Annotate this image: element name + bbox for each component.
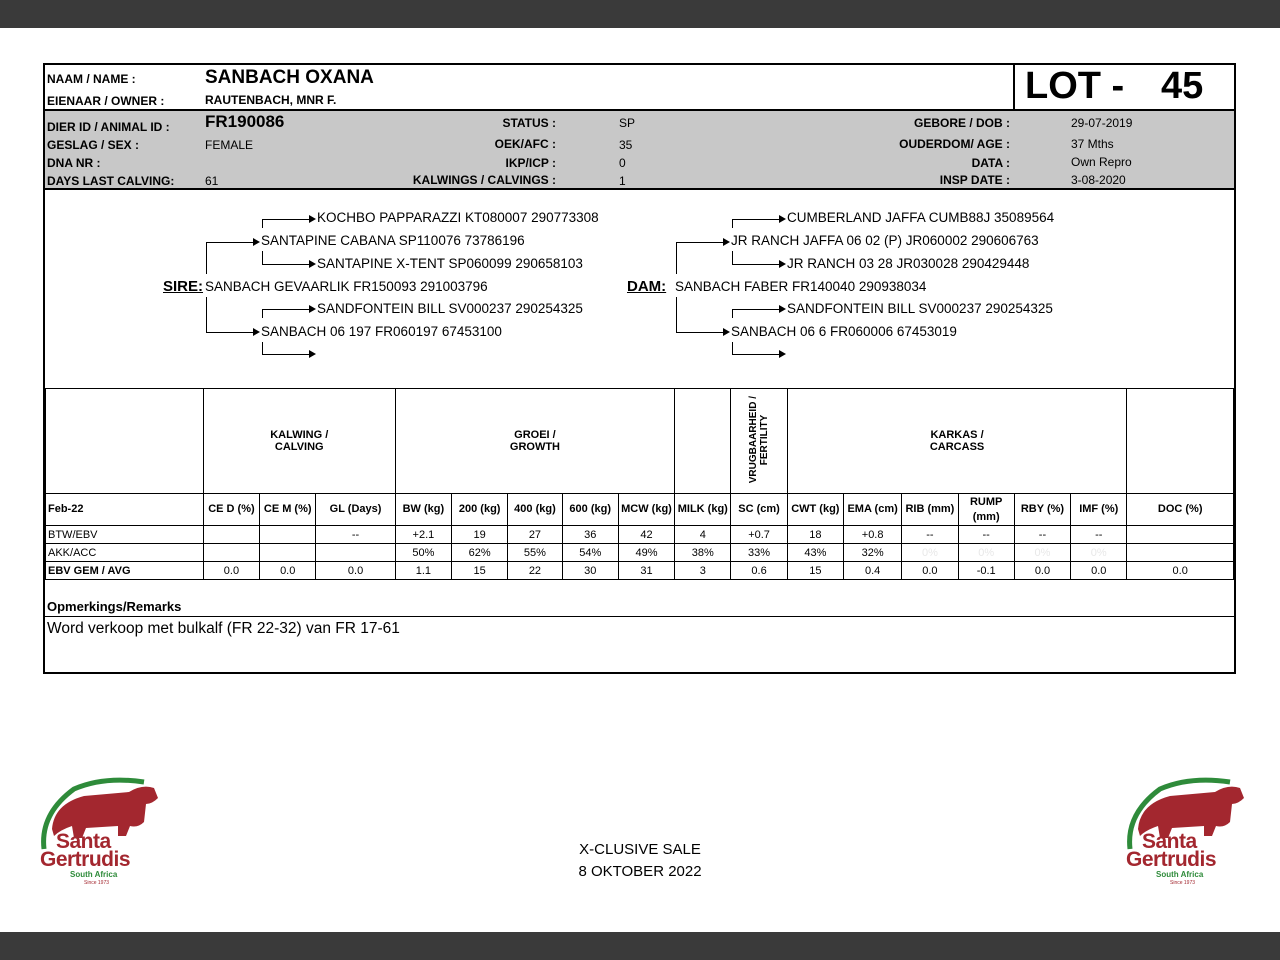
status-value: SP	[619, 116, 636, 130]
arrow-icon	[253, 238, 260, 246]
ebv-group-row	[46, 389, 1234, 494]
remarks-text: Word verkoop met bulkalf (FR 22-32) van FR 17-61	[47, 620, 400, 637]
afc-label: OEK/AFC :	[494, 137, 556, 151]
dam-sire-dam-name: JR RANCH 03 28 JR030028 290429448	[787, 256, 1030, 271]
col-header: GL (Days)	[316, 494, 395, 526]
connector	[262, 219, 263, 228]
logo-text: South Africa	[1156, 870, 1204, 879]
logo-text: Santa	[1142, 830, 1197, 853]
data-label: DATA :	[971, 156, 1010, 170]
acc-row	[46, 544, 1234, 562]
avg-row	[46, 562, 1234, 580]
col-header: RIB (mm)	[902, 494, 958, 526]
connector	[676, 332, 724, 333]
col-header: SC (cm)	[731, 494, 787, 526]
sire-dam-sire-name: SANDFONTEIN BILL SV000237 290254325	[317, 301, 583, 316]
ebv-cell	[203, 544, 259, 562]
sire-sire-dam-name: SANTAPINE X-TENT SP060099 290658103	[317, 256, 583, 271]
ebv-cell: 0%	[1071, 544, 1127, 562]
col-header: CE D (%)	[203, 494, 259, 526]
sex-value: FEMALE	[205, 138, 254, 152]
arrow-icon	[723, 238, 730, 246]
arrow-icon	[779, 350, 786, 358]
ebv-cell: 43%	[787, 544, 843, 562]
sale-name: X-CLUSIVE SALE	[579, 841, 701, 858]
animal-id: FR190086	[205, 112, 285, 131]
ebv-cell: 32%	[843, 544, 901, 562]
insp-date-label: INSP DATE :	[939, 173, 1010, 187]
calvings-label: KALWINGS / CALVINGS :	[412, 173, 556, 187]
sire-sire-name: SANTAPINE CABANA SP110076 73786196	[261, 233, 525, 248]
arrow-icon	[309, 215, 316, 223]
ebv-cell: 1.1	[395, 562, 451, 580]
ebv-row	[46, 526, 1234, 544]
ebv-cell: +2.1	[395, 526, 451, 544]
connector	[676, 242, 724, 243]
status-label: STATUS :	[502, 116, 556, 130]
sire-sire-sire-name: KOCHBO PAPPARAZZI KT080007 290773308	[317, 210, 599, 225]
arrow-icon	[309, 305, 316, 313]
details-band	[45, 111, 1234, 190]
arrow-icon	[779, 305, 786, 313]
dam-dam-sire-name: SANDFONTEIN BILL SV000237 290254325	[787, 301, 1053, 316]
ebv-cell: --	[958, 526, 1014, 544]
sire-label: SIRE:	[163, 278, 204, 295]
col-header: 200 (kg)	[452, 494, 508, 526]
ebv-cell: 4	[675, 526, 731, 544]
ebv-cell: 0.6	[731, 562, 787, 580]
ebv-cell: 0.0	[260, 562, 316, 580]
bottom-bar	[0, 932, 1280, 960]
ebv-cell	[203, 526, 259, 544]
connector	[732, 309, 780, 310]
animal-id-label: DIER ID / ANIMAL ID :	[47, 120, 170, 134]
connector	[206, 297, 207, 333]
ebv-cell: 19	[452, 526, 508, 544]
ebv-cell: 3	[675, 562, 731, 580]
ebv-cell: 22	[508, 562, 562, 580]
days-last-calving-label: DAYS LAST CALVING:	[47, 174, 175, 188]
calvings-value: 1	[619, 174, 626, 188]
pedigree	[45, 192, 1234, 388]
connector	[262, 354, 310, 355]
group-carcass: KARKAS / CARCASS	[787, 389, 1127, 494]
ebv-cell: 0.0	[1127, 562, 1234, 580]
arrow-icon	[723, 328, 730, 336]
dam-sire-sire-name: CUMBERLAND JAFFA CUMB88J 35089564	[787, 210, 1055, 225]
col-header: EMA (cm)	[843, 494, 901, 526]
ebv-cell	[1127, 526, 1234, 544]
ebv-cell: 18	[787, 526, 843, 544]
ebv-table	[45, 388, 1234, 580]
ebv-header-row	[46, 494, 1234, 526]
sex-label: GESLAG / SEX :	[47, 138, 140, 152]
connector	[732, 264, 780, 265]
connector	[262, 309, 310, 310]
ebv-cell	[260, 526, 316, 544]
sire-dam-name: SANBACH 06 197 FR060197 67453100	[261, 324, 502, 339]
ebv-cell: 31	[618, 562, 674, 580]
ebv-cell: 15	[452, 562, 508, 580]
ebv-cell: 42	[618, 526, 674, 544]
row-label: AKK/ACC	[46, 544, 204, 562]
lot-box	[1013, 65, 1234, 111]
connector	[676, 297, 677, 333]
ebv-cell: --	[902, 526, 958, 544]
col-header: CWT (kg)	[787, 494, 843, 526]
col-header: RUMP (mm)	[958, 494, 1014, 526]
icp-value: 0	[619, 156, 626, 170]
group-calving: KALWING / CALVING	[203, 389, 395, 494]
col-header: IMF (%)	[1071, 494, 1127, 526]
days-last-calving-value: 61	[205, 174, 219, 188]
period-label: Feb-22	[46, 494, 204, 526]
logo-text: Since 1973	[84, 880, 110, 886]
arrow-icon	[779, 215, 786, 223]
logo-text: Gertrudis	[40, 848, 131, 871]
data-value: Own Repro	[1071, 155, 1132, 169]
insp-date-value: 3-08-2020	[1071, 173, 1126, 187]
dam-name: SANBACH FABER FR140040 290938034	[675, 279, 927, 294]
logo-text: South Africa	[70, 870, 118, 879]
lot-sheet	[43, 63, 1236, 674]
row-label: BTW/EBV	[46, 526, 204, 544]
ebv-cell: 0.0	[902, 562, 958, 580]
animal-name: SANBACH OXANA	[205, 67, 374, 88]
connector	[732, 219, 733, 228]
dam-dam-name: SANBACH 06 6 FR060006 67453019	[731, 324, 957, 339]
ebv-cell: -0.1	[958, 562, 1014, 580]
lot-number: 45	[1161, 65, 1204, 107]
connector	[262, 219, 310, 220]
arrow-icon	[309, 350, 316, 358]
name-label: NAAM / NAME :	[47, 72, 136, 86]
dob-label: GEBORE / DOB :	[913, 116, 1010, 130]
ebv-cell: 0.0	[203, 562, 259, 580]
ebv-cell: 0%	[1014, 544, 1070, 562]
connector	[206, 242, 207, 274]
arrow-icon	[253, 328, 260, 336]
remarks-header	[45, 579, 1234, 617]
remarks-label: Opmerkings/Remarks	[47, 599, 182, 614]
col-header: CE M (%)	[260, 494, 316, 526]
ebv-cell: 50%	[395, 544, 451, 562]
ebv-cell: 36	[562, 526, 618, 544]
afc-value: 35	[619, 138, 633, 152]
brand-logo-right	[1120, 774, 1250, 886]
dob-value: 29-07-2019	[1071, 116, 1133, 130]
ebv-cell: 0.4	[843, 562, 901, 580]
connector	[732, 309, 733, 318]
connector	[262, 251, 263, 265]
ebv-cell: 27	[508, 526, 562, 544]
lot-label: LOT -	[1025, 65, 1125, 107]
name-header	[45, 65, 1234, 111]
ebv-cell	[1127, 544, 1234, 562]
row-label: EBV GEM / AVG	[46, 562, 204, 580]
brand-logo-left	[34, 774, 164, 886]
connector	[262, 264, 310, 265]
connector	[262, 309, 263, 318]
ebv-cell: 0%	[902, 544, 958, 562]
ebv-cell: 49%	[618, 544, 674, 562]
age-value: 37 Mths	[1071, 137, 1114, 151]
ebv-cell: +0.8	[843, 526, 901, 544]
owner-label: EIENAAR / OWNER :	[47, 94, 165, 108]
ebv-cell: 55%	[508, 544, 562, 562]
logo-text: Gertrudis	[1126, 848, 1217, 871]
connector	[206, 242, 254, 243]
ebv-cell	[316, 544, 395, 562]
connector	[206, 332, 254, 333]
connector	[732, 219, 780, 220]
ebv-cell: --	[1071, 526, 1127, 544]
arrow-icon	[309, 260, 316, 268]
group-fertility: VRUGBAARHEID / FERTILITY	[731, 389, 787, 494]
dna-label: DNA NR :	[47, 156, 101, 170]
col-header: MILK (kg)	[675, 494, 731, 526]
ebv-cell: --	[316, 526, 395, 544]
age-label: OUDERDOM/ AGE :	[899, 137, 1010, 151]
ebv-cell: 62%	[452, 544, 508, 562]
sale-date: 8 OKTOBER 2022	[578, 863, 702, 880]
logo-text: Santa	[56, 830, 111, 853]
col-header: DOC (%)	[1127, 494, 1234, 526]
arrow-icon	[779, 260, 786, 268]
col-header: 600 (kg)	[562, 494, 618, 526]
ebv-cell: --	[1014, 526, 1070, 544]
ebv-cell: 0.0	[1014, 562, 1070, 580]
group-doc	[1127, 389, 1234, 494]
col-header: RBY (%)	[1014, 494, 1070, 526]
top-bar	[0, 0, 1280, 28]
ebv-cell	[260, 544, 316, 562]
ebv-cell: 0.0	[1071, 562, 1127, 580]
ebv-cell: 30	[562, 562, 618, 580]
group-growth: GROEI / GROWTH	[395, 389, 674, 494]
col-header: MCW (kg)	[618, 494, 674, 526]
col-header: 400 (kg)	[508, 494, 562, 526]
connector	[732, 251, 733, 265]
group-milk	[675, 389, 731, 494]
dam-sire-name: JR RANCH JAFFA 06 02 (P) JR060002 290606763	[731, 233, 1039, 248]
ebv-cell: 33%	[731, 544, 787, 562]
ebv-cell: 0%	[958, 544, 1014, 562]
dam-label: DAM:	[627, 278, 667, 295]
sire-name: SANBACH GEVAARLIK FR150093 291003796	[205, 279, 488, 294]
owner-value: RAUTENBACH, MNR F.	[205, 93, 337, 107]
ebv-cell: 15	[787, 562, 843, 580]
ebv-cell: 0.0	[316, 562, 395, 580]
logo-text: Since 1973	[1170, 880, 1196, 886]
ebv-cell: 54%	[562, 544, 618, 562]
ebv-cell: +0.7	[731, 526, 787, 544]
connector	[676, 242, 677, 274]
ebv-cell: 38%	[675, 544, 731, 562]
connector	[732, 354, 780, 355]
col-header: BW (kg)	[395, 494, 451, 526]
ebv-corner	[46, 389, 204, 494]
icp-label: IKP/ICP :	[505, 156, 556, 170]
